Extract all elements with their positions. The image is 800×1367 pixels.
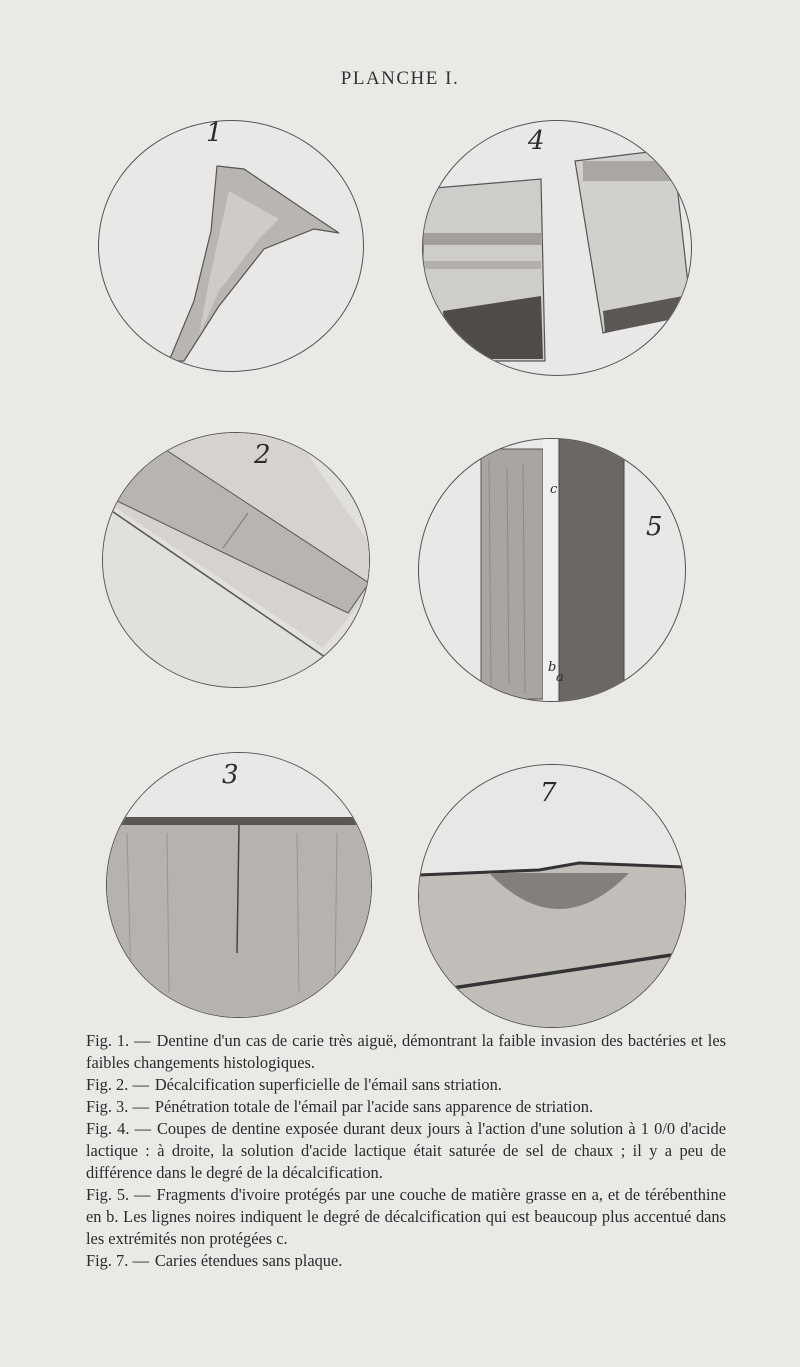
plate-title: PLANCHE I. [340, 68, 460, 89]
caption-fig-1 [86, 1030, 726, 1074]
caption-fig-2 [86, 1074, 726, 1096]
figure-5-label-a: a [556, 670, 564, 685]
figure-4-micrograph [422, 120, 692, 376]
figure-1-number: 1 [206, 118, 223, 148]
caption-text: Caries étendues sans plaque. [154, 1251, 343, 1270]
caption-fig-5 [86, 1184, 726, 1250]
figure-4-number: 4 [528, 126, 545, 156]
figure-7-number: 7 [540, 778, 557, 808]
caption-fig-3 [86, 1096, 726, 1118]
caption-label: Fig. 2. — [86, 1075, 149, 1094]
figure-5-label-c: c [550, 482, 558, 497]
caption-label: Fig. 5. — [86, 1185, 151, 1204]
caption-text: Pénétration totale de l'émail par l'acide sans apparence de striation. [154, 1097, 594, 1116]
figure-2-number: 2 [254, 440, 271, 470]
caption-label: Fig. 7. — [86, 1251, 149, 1270]
caption-text: Dentine d'un cas de carie très aiguë, démontrant la faible invasion des bactéries et les faibles changements histologiques. [86, 1031, 726, 1072]
figure-1-drawing [99, 121, 363, 371]
caption-label: Fig. 3. — [86, 1097, 149, 1116]
caption-label: Fig. 1. — [86, 1031, 151, 1050]
caption-text: Coupes de dentine exposée durant deux jours à l'action d'une solution à 1 0/0 d'acide lactique : à droite, la solution d'acide lactique était saturée de sel de chaux ; il y a peu de différence dans le degré de la décalcification. [86, 1119, 726, 1182]
figure-captions [86, 1030, 726, 1272]
figure-3-number: 3 [222, 760, 239, 790]
figure-3-drawing [107, 753, 371, 1017]
figure-4-drawing [423, 121, 691, 375]
caption-label: Fig. 4. — [86, 1119, 151, 1138]
caption-fig-4 [86, 1118, 726, 1184]
caption-text: Fragments d'ivoire protégés par une couche de matière grasse en a, et de térébenthine en b. Les lignes noires indiquent le degré de décalcification qui est beaucoup plus accentué dans les extrémités non protégées c. [86, 1185, 726, 1248]
figure-2-drawing [103, 433, 369, 687]
figure-1-micrograph [98, 120, 364, 372]
figure-5-label-b: b [548, 660, 557, 675]
figure-3-micrograph [106, 752, 372, 1018]
caption-text: Décalcification superficielle de l'émail sans striation. [154, 1075, 502, 1094]
caption-fig-7 [86, 1250, 726, 1272]
figure-2-micrograph [102, 432, 370, 688]
figure-5-number: 5 [646, 512, 663, 542]
